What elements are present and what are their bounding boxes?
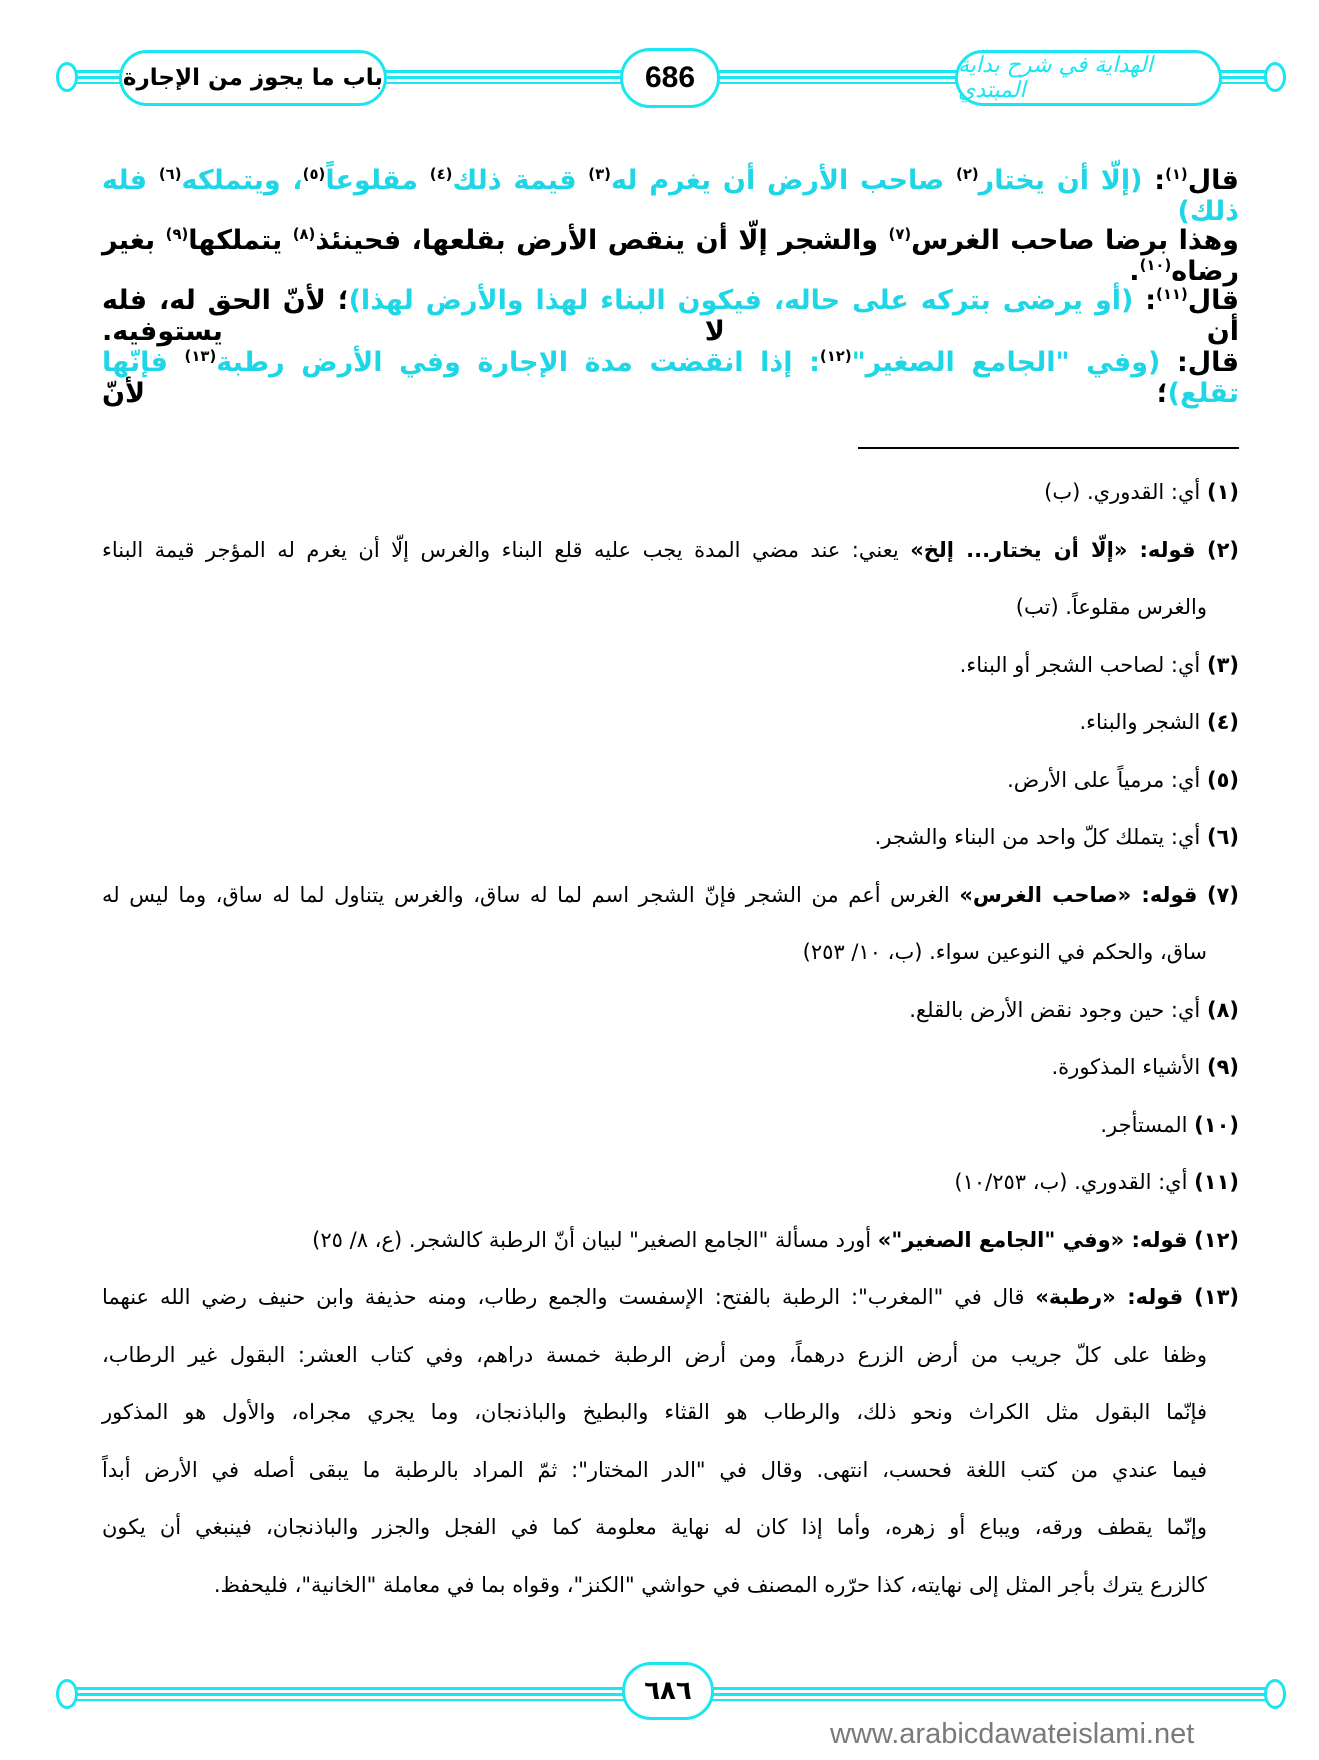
sharh-text: ؛ لأنّ الحق له، فله أن لا يستوفيه. — [102, 285, 1239, 347]
footnote-number: (٨) — [1206, 997, 1239, 1022]
matn-text: فإنّها تقلع) — [102, 347, 1239, 409]
book-title-logo: الهداية في شرح بداية المبتدي — [958, 53, 1153, 103]
footnote-reference[interactable]: (٩) — [165, 225, 189, 243]
footnote-number: (١١) — [1194, 1170, 1239, 1194]
footnote-line — [102, 940, 1207, 974]
footnote-reference[interactable]: (٤) — [429, 165, 453, 183]
footnote-number: (٦) — [1206, 825, 1239, 849]
sharh-text: قال — [1187, 165, 1239, 196]
footnote-separator — [858, 447, 1239, 449]
footnote-reference[interactable]: (١٢) — [819, 347, 852, 365]
footnote-line — [102, 1400, 1207, 1434]
ornament-cap-left — [56, 62, 78, 92]
footnote-line — [102, 1285, 1239, 1319]
footnote-line — [102, 1170, 1239, 1204]
footnote-line — [102, 1055, 1239, 1089]
footnote-line — [102, 1228, 1239, 1262]
sharh-text: يتملكها — [188, 225, 293, 256]
footnote-text: وظفا على كلّ جريب من أرض الزرع درهماً، ومن أرض الرطبة خمسة دراهم، وفي كتاب العشر: البقول غير الرطاب، — [102, 1342, 1207, 1367]
footnote-lemma: قوله: «إلّا أن يختار... إلخ» — [910, 537, 1196, 562]
footnote-line — [102, 1573, 1207, 1607]
footnote-text: الأشياء المذكورة. — [1051, 1055, 1201, 1079]
footnote-number: (٥) — [1206, 767, 1239, 792]
footnote-reference[interactable]: (٧) — [888, 225, 912, 243]
footnote-text: والغرس مقلوعاً. (تب) — [1015, 595, 1207, 619]
footnote-reference[interactable]: (٦) — [158, 165, 182, 183]
footnote-text: المستأجر. — [1100, 1112, 1188, 1137]
footnote-text: أي: مرمياً على الأرض. — [1007, 767, 1201, 792]
footnote-lemma: قوله: «رطبة» — [1035, 1285, 1184, 1309]
footnote-reference[interactable]: (٥) — [302, 165, 326, 183]
footnote-text: كالزرع يترك بأجر المثل إلى نهايته، كذا حرّره المصنف في حواشي "الكنز"، وقواه بما في معاملة "الخانية"، فليحفظ. — [213, 1572, 1207, 1597]
matn-text: (وفي "الجامع الصغير" — [851, 347, 1161, 378]
website-url: www.arabicdawateislami.net — [830, 1718, 1195, 1750]
chapter-title: باب ما يجوز من الإجارة — [122, 65, 384, 91]
footnote-text: يعني: عند مضي المدة يجب عليه قلع البناء والغرس إلّا أن يغرم له المؤجر قيمة البناء — [102, 537, 911, 562]
footnote-number: (١) — [1206, 480, 1239, 504]
sharh-text: قال — [1187, 285, 1239, 316]
footnote-reference[interactable]: (٣) — [588, 165, 611, 183]
footnote-line — [102, 653, 1239, 687]
footnote-reference[interactable]: (٨) — [292, 225, 316, 243]
footnote-lemma: قوله: «وفي "الجامع الصغير"» — [877, 1227, 1188, 1252]
matn-text: قيمة ذلك — [452, 165, 589, 196]
footnote-line — [102, 1458, 1207, 1492]
ornament-cap-left — [56, 1679, 78, 1709]
matn-text: ، ويتملكه — [181, 165, 303, 196]
footnote-reference[interactable]: (١) — [1165, 165, 1188, 183]
footer-page-number-box — [622, 1662, 714, 1720]
sharh-text: قال: — [1160, 347, 1239, 378]
footnote-line — [102, 538, 1239, 572]
main-text-line — [102, 165, 1239, 227]
footnote-line — [102, 998, 1239, 1032]
footnote-text: الغرس أعم من الشجر فإنّ الشجر اسم لما له ساق، والغرس يتناول لما له ساق، وما ليس له — [102, 882, 960, 907]
footnote-line — [102, 883, 1239, 917]
sharh-text: ؛ لأنّ — [102, 378, 1168, 409]
sharh-text: : — [1133, 285, 1157, 316]
ornament-cap-right — [1264, 1679, 1286, 1709]
footnote-number: (٧) — [1206, 882, 1239, 907]
footnote-line — [102, 825, 1239, 859]
footnote-text: فيما عندي من كتب اللغة فحسب، انتهى. وقال في "الدر المختار": ثمّ المراد بالرطبة ما يبقى أصله في الأرض أبداً — [102, 1457, 1207, 1482]
footnote-line — [102, 710, 1239, 744]
chapter-title-box — [119, 50, 387, 106]
footnote-line — [102, 768, 1239, 802]
sharh-text: : — [1142, 165, 1166, 196]
main-text-line — [102, 347, 1239, 409]
matn-text: فله ذلك) — [102, 165, 1239, 227]
footnote-number: (٩) — [1206, 1055, 1239, 1079]
matn-text: (إلّا أن يختار — [978, 165, 1143, 196]
footnote-text: أي: القدوري. (ب، ١٠/٢٥٣) — [954, 1170, 1188, 1194]
footnote-text: الشجر والبناء. — [1079, 710, 1201, 734]
footnote-text: أي: حين وجود نقض الأرض بالقلع. — [909, 997, 1201, 1022]
footnote-text: أي: لصاحب الشجر أو البناء. — [959, 652, 1201, 677]
sharh-text: وهذا برضا صاحب الغرس — [911, 225, 1239, 256]
matn-text: مقلوعاً — [325, 165, 430, 196]
footnote-text: أي: يتملك كلّ واحد من البناء والشجر. — [874, 825, 1201, 849]
main-text-line — [102, 225, 1239, 287]
footnote-number: (٣) — [1206, 652, 1239, 677]
footnote-number: (١٠) — [1194, 1112, 1239, 1137]
footnote-text: فإنّما البقول مثل الكراث ونحو ذلك، والرطاب هو القثاء والبطيخ والباذنجان، وما يجري مجراه، والأول هو المذكور — [102, 1400, 1207, 1424]
footnote-number: (١٣) — [1194, 1285, 1239, 1309]
book-title-box — [955, 50, 1222, 106]
footnote-number: (٢) — [1206, 537, 1239, 562]
footnote-text: أورد مسألة "الجامع الصغير" لبيان أنّ الرطبة كالشجر. (ع، ٨/ ٢٥) — [312, 1227, 878, 1252]
matn-text: صاحب الأرض أن يغرم له — [610, 165, 957, 196]
footnote-reference[interactable]: (١٣) — [184, 347, 217, 365]
footnote-line — [102, 595, 1207, 629]
footnote-text: أي: القدوري. (ب) — [1044, 480, 1201, 504]
footnote-text: قال في "المغرب": الرطبة بالفتح: الإسفست والجمع رطاب، ومنه حذيفة وابن حنيف رضي الله عنهما — [102, 1285, 1036, 1309]
footer-page-number: ٦٨٦ — [644, 1676, 692, 1706]
sharh-text: والشجر إلّا أن ينقص الأرض بقلعها، فحينئذ — [315, 225, 889, 256]
footnote-text: وإنّما يقطف ورقه، ويباع أو زهره، وأما إذا كان له نهاية معلومة كما في الفجل والجزر والباذنجان، فينبغي أن يكون — [102, 1515, 1207, 1539]
footnote-line — [102, 1343, 1207, 1377]
sharh-text: . — [1129, 256, 1140, 287]
footnote-reference[interactable]: (١١) — [1156, 285, 1188, 303]
matn-text: : إذا انقضت مدة الإجارة وفي الأرض رطبة — [216, 347, 820, 378]
footnote-line — [102, 1515, 1207, 1549]
main-text-line — [102, 285, 1239, 347]
footnote-lemma: قوله: «صاحب الغرس» — [959, 882, 1198, 907]
footnote-number: (٤) — [1206, 710, 1239, 734]
footnote-reference[interactable]: (٢) — [956, 165, 979, 183]
footnote-line — [102, 1113, 1239, 1147]
footnote-line — [102, 480, 1239, 514]
ornament-cap-right — [1264, 62, 1286, 92]
footnote-reference[interactable]: (١٠) — [1139, 256, 1172, 274]
page-number-box — [620, 48, 720, 108]
page-number: 686 — [644, 61, 696, 94]
matn-text: (أو يرضى بتركه على حاله، فيكون البناء لهذا والأرض لهذا) — [348, 285, 1134, 316]
footnote-number: (١٢) — [1194, 1227, 1239, 1252]
sharh-text: بغير رضاه — [102, 225, 1239, 287]
footnote-text: ساق، والحكم في النوعين سواء. (ب، ١٠/ ٢٥٣) — [802, 940, 1207, 964]
